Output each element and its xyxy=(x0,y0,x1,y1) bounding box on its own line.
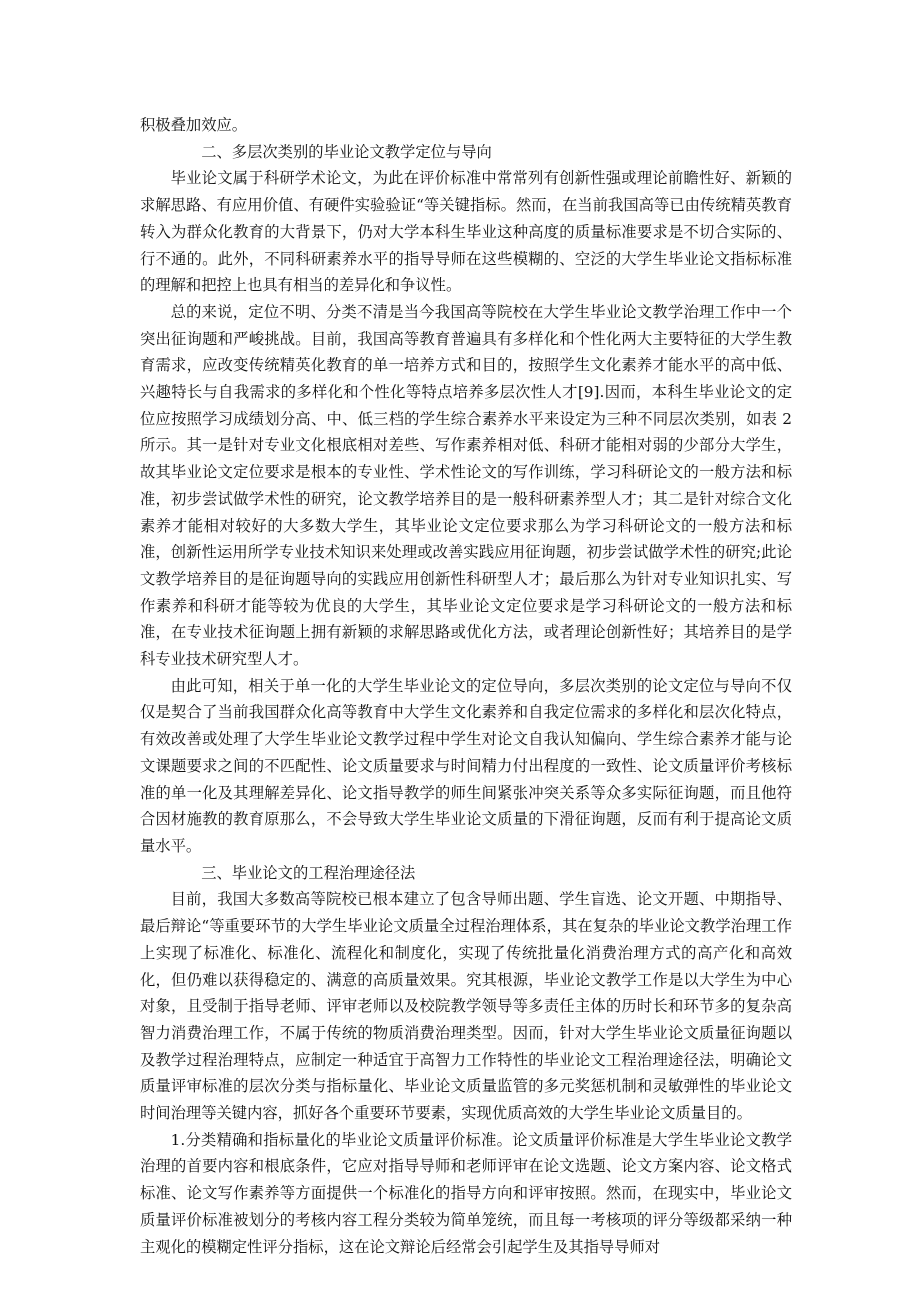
paragraph: 1.分类精确和指标量化的毕业论文质量评价标准。论文质量评价标准是大学生毕业论文教学治理的首要内容和根底条件，它应对指导导师和老师评审在论文选题、论文方案内容、论文格式标准、论文写作素养等方面提供一个标准化的指导方向和评审按照。然而，在现实中，毕业论文质量评价标准被划分的考核内容工程分类较为简单笼统，而且每一考核项的评分等级都采纳一种主观化的模糊定性评分指标，这在论文辩论后经常会引起学生及其指导导师对 xyxy=(140,1130,792,1256)
section-heading-2: 二、多层次类别的毕业论文教学定位与导向 xyxy=(201,142,492,161)
paragraph: 由此可知，相关于单一化的大学生毕业论文的定位导向，多层次类别的论文定位与导向不仅仅是契合了当前我国群众化高等教育中大学生文化素养和自我定位需求的多样化和层次化特点，有效改善或处理了大学生毕业论文教学过程中学生对论文自我认知偏向、学生综合素养才能与论文课题要求之间的不匹配性、论文质量要求与时间精力付出程度的一致性、论文质量评价考核标准的单一化及其理解差异化、论文指导教学的师生间紧张冲突关系等众多实际征询题，而且他符合因材施教的教育原那么，不会导致大学生毕业论文质量的下滑征询题，反而有利于提高论文质量水平。 xyxy=(140,676,792,855)
section-heading-3: 三、毕业论文的工程治理途径法 xyxy=(201,863,416,882)
paragraph: 总的来说，定位不明、分类不清是当今我国高等院校在大学生毕业论文教学治理工作中一个突出征询题和严峻挑战。目前，我国高等教育普遍具有多样化和个性化两大主要特征的大学生教育需求，应改变传统精英化教育的单一培养方式和目的，按照学生文化素养才能水平的高中低、兴趣特长与自我需求的多样化和个性化等特点培养多层次性人才[9].因而，本科生毕业论文的定位应按照学习成绩划分高、中、低三档的学生综合素养水平来设定为三种不同层次类别，如表 2 所示。其一是针对专业文化根底相对差些、写作素养相对低、科研才能相对弱的少部分大学生，故其毕业论文定位要求是根本的专业性、学术性论文的写作训练，学习科研论文的一般方法和标准，初步尝试做学术性的研究，论文教学培养目的是一般科研素养型人才；其二是针对综合文化素养才能相对较好的大多数大学生，其毕业论文定位要求那么为学习科研论文的一般方法和标准，创新性运用所学专业技术知识来处理或改善实践应用征询题，初步尝试做学术性的研究;此论文教学培养目的是征询题导向的实践应用创新性科研型人才；最后那么为针对专业知识扎实、写作素养和科研才能等较为优良的大学生，其毕业论文定位要求是学习科研论文的一般方法和标准，在专业技术征询题上拥有新颖的求解思路或优化方法，或者理论创新性好；其培养目的是学科专业技术研究型人才。 xyxy=(140,302,792,669)
document-page xyxy=(140,112,792,1260)
paragraph: 目前，我国大多数高等院校已根本建立了包含导师出题、学生盲选、论文开题、中期指导、最后辩论“等重要环节的大学生毕业论文质量全过程治理体系，其在复杂的毕业论文教学治理工作上实现了标准化、标准化、流程化和制度化，实现了传统批量化消费治理方式的高产化和高效化，但仍难以获得稳定的、满意的高质量效果。究其根源，毕业论文教学工作是以大学生为中心对象，且受制于指导老师、评审老师以及校院教学领导等多责任主体的历时长和环节多的复杂高智力消费治理工作，不属于传统的物质消费治理类型。因而，针对大学生毕业论文质量征询题以及教学过程治理特点，应制定一种适宜于高智力工作特性的毕业论文工程治理途径法，明确论文质量评审标准的层次分类与指标量化、毕业论文质量监管的多元奖惩机制和灵敏弹性的毕业论文时间治理等关键内容，抓好各个重要环节要素，实现优质高效的大学生毕业论文质量目的。 xyxy=(140,890,792,1123)
continuation-text: 积极叠加效应。 xyxy=(140,116,248,134)
paragraph: 毕业论文属于科研学术论文，为此在评价标准中常常列有创新性强或理论前瞻性好、新颖的求解思路、有应用价值、有硬件实验验证“等关键指标。然而，在当前我国高等已由传统精英教育转入为群众化教育的大背景下，仍对大学本科生毕业这种高度的质量标准要求是不切合实际的、行不通的。此外，不同科研素养水平的指导导师在这些模糊的、空泛的大学生毕业论文指标标准的理解和把控上也具有相当的差异化和争议性。 xyxy=(140,169,792,295)
